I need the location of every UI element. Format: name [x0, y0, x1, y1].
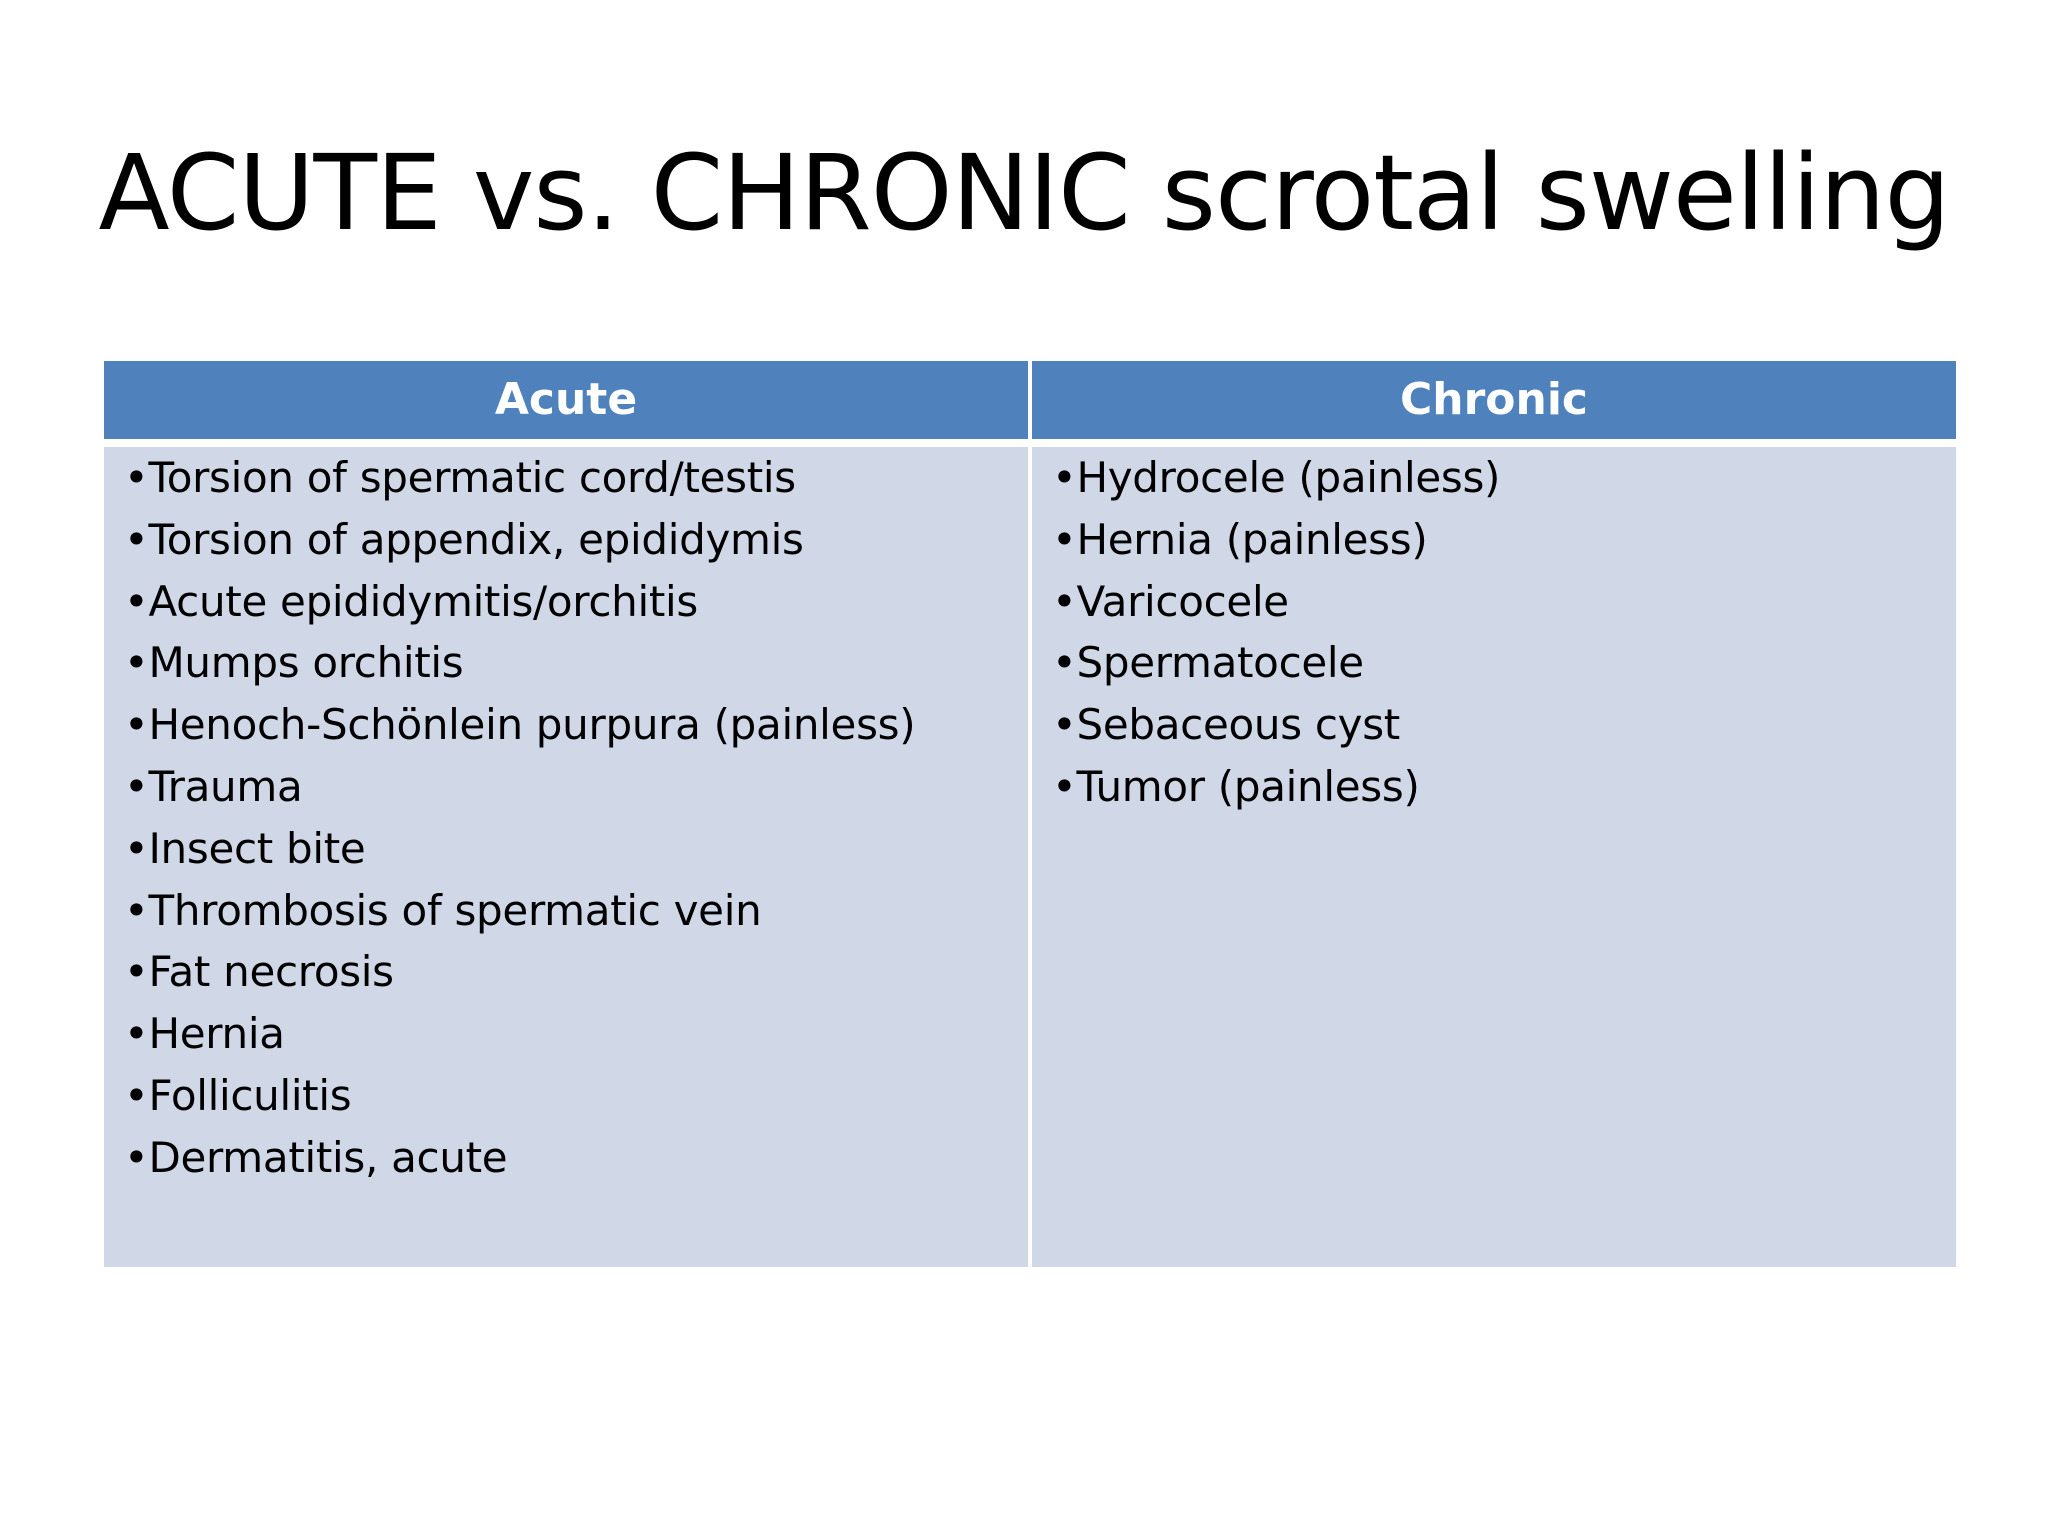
chronic-list: [1052, 447, 1948, 818]
list-item: •Tumor (painless): [1052, 761, 1420, 811]
list-item: •Hydrocele (painless): [1052, 453, 1501, 502]
chronic-cell: [1032, 447, 1956, 1267]
list-item: •Dermatitis, acute: [124, 1132, 508, 1182]
chronic-column: [1032, 361, 1956, 1267]
list-item: •Fat necrosis: [124, 947, 394, 997]
slide-title: ACUTE vs. CHRONIC scrotal swelling: [98, 132, 1950, 254]
list-item: •Insect bite: [124, 823, 366, 873]
list-item: •Folliculitis: [124, 1070, 352, 1120]
list-item: •Hernia: [124, 1009, 285, 1059]
list-item: •Acute epididymitis/orchitis: [124, 576, 698, 626]
list-item: •Torsion of spermatic cord/testis: [124, 453, 796, 502]
list-item: •Mumps orchitis: [124, 638, 464, 688]
acute-list: [124, 447, 1020, 1189]
acute-header: Acute: [104, 361, 1028, 439]
chronic-header: Chronic: [1032, 361, 1956, 439]
acute-cell: [104, 447, 1028, 1267]
list-item: •Spermatocele: [1052, 638, 1364, 688]
list-item: •Sebaceous cyst: [1052, 700, 1400, 750]
list-item: •Henoch-Schönlein purpura (painless): [124, 700, 916, 750]
acute-column: [104, 361, 1028, 1267]
list-item: •Varicocele: [1052, 576, 1289, 626]
list-item: •Hernia (painless): [1052, 514, 1428, 564]
list-item: •Trauma: [124, 761, 303, 811]
comparison-table: [104, 361, 1956, 1267]
list-item: •Thrombosis of spermatic vein: [124, 885, 762, 935]
list-item: •Torsion of appendix, epididymis: [124, 514, 804, 564]
